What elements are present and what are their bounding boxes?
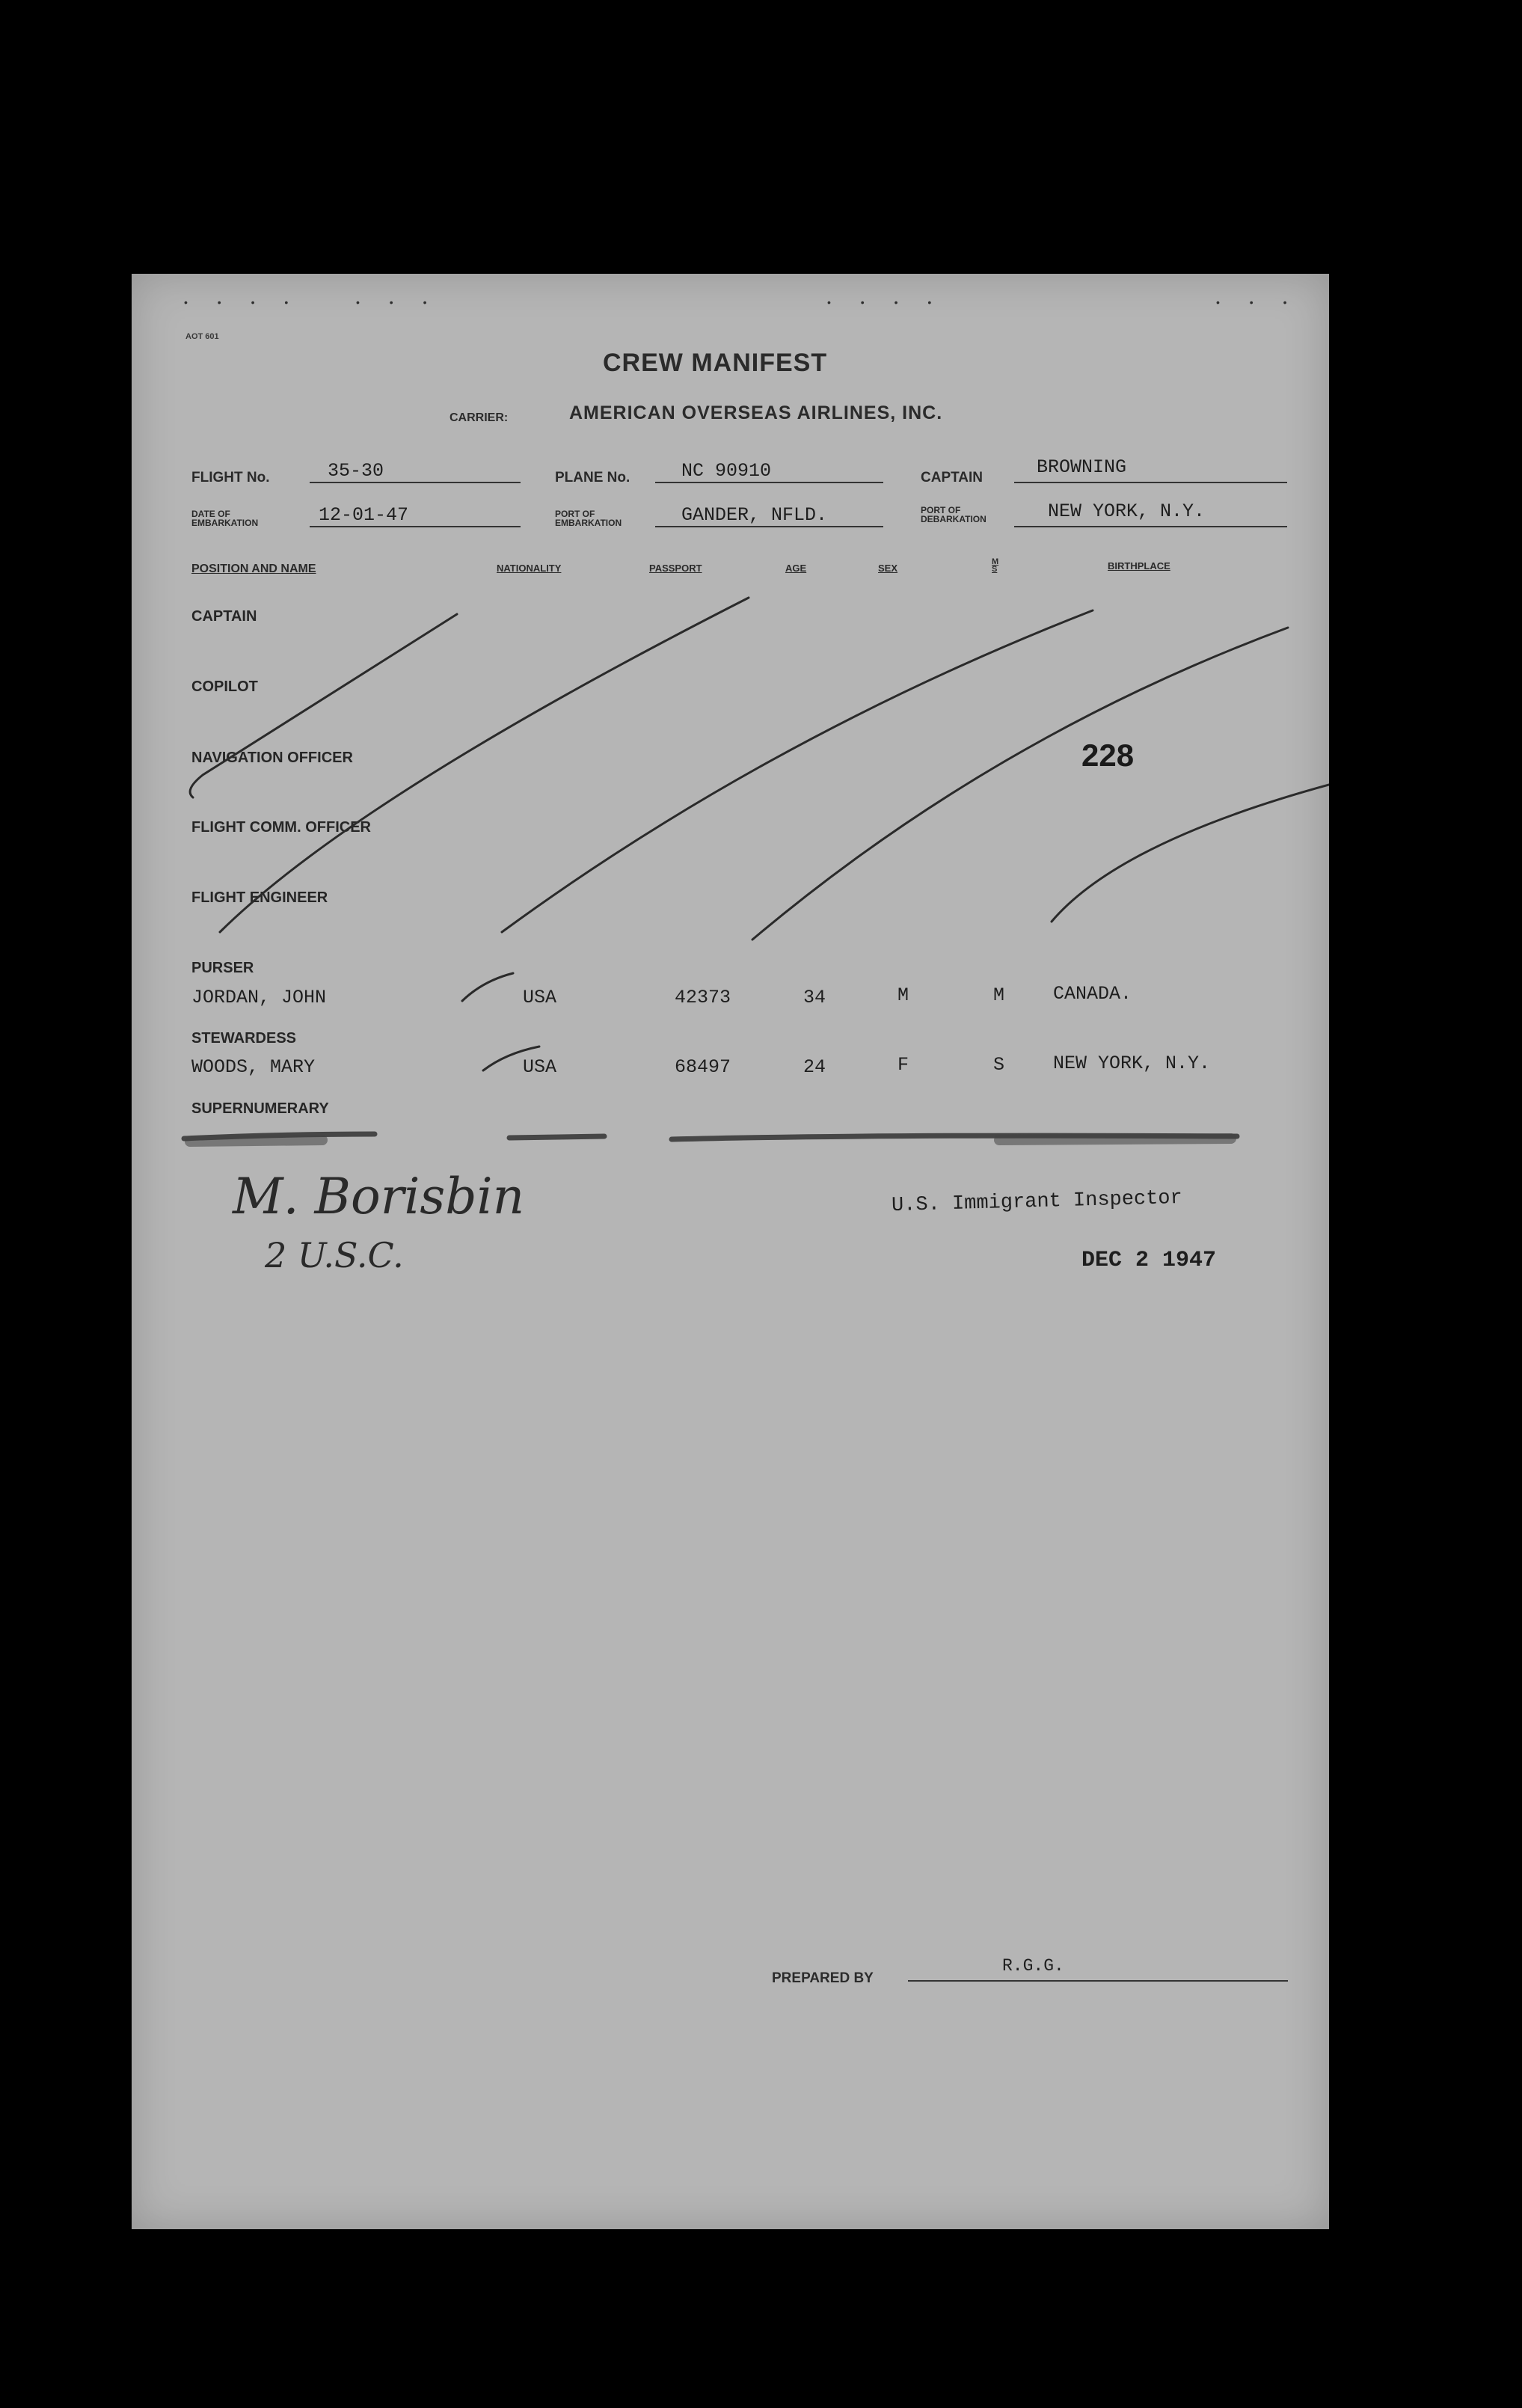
flight-no-label: FLIGHT No. (191, 470, 270, 485)
embark-date-value: 12-01-47 (319, 504, 409, 526)
inspection-date: DEC 2 1947 (1081, 1248, 1217, 1273)
binder-dots-mid: • • • (356, 296, 441, 308)
crew-name: JORDAN, JOHN (191, 987, 327, 1008)
position-purser: PURSER (191, 960, 254, 976)
port-embark-label: PORT OF EMBARKATION (555, 509, 622, 528)
col-position-name: POSITION AND NAME (191, 563, 316, 575)
strike-through (509, 1136, 604, 1138)
position-engineer: FLIGHT ENGINEER (191, 889, 328, 906)
crew-birthplace: CANADA. (1053, 983, 1132, 1005)
handwritten-signature: M. Borisbin (233, 1168, 525, 1225)
document-title: CREW MANIFEST (603, 349, 828, 377)
crew-passport: 42373 (675, 987, 731, 1008)
col-birthplace: BIRTHPLACE (1108, 560, 1170, 572)
crew-marital: M (993, 984, 1005, 1006)
form-number: AOT 601 (185, 332, 219, 341)
col-nationality: NATIONALITY (497, 563, 562, 574)
carrier-label: CARRIER: (449, 411, 509, 424)
carrier-name: AMERICAN OVERSEAS AIRLINES, INC. (569, 402, 943, 423)
col-passport: PASSPORT (649, 563, 702, 574)
strike-scribble (190, 1140, 322, 1142)
plane-no-value: NC 90910 (681, 460, 772, 482)
crew-nationality: USA (523, 1056, 557, 1078)
crew-age: 24 (803, 1056, 826, 1078)
prepared-by-label: PREPARED BY (772, 1970, 874, 1986)
handwritten-note: 2 U.S.C. (265, 1235, 404, 1275)
binder-dots-left: • • • • (184, 296, 302, 308)
plane-no-label: PLANE No. (555, 470, 630, 485)
cancel-stroke (220, 598, 749, 932)
crew-nationality: USA (523, 987, 557, 1008)
captain-value: BROWNING (1037, 456, 1127, 478)
cancel-stroke (1052, 785, 1329, 922)
crew-birthplace: NEW YORK, N.Y. (1053, 1053, 1211, 1074)
position-captain: CAPTAIN (191, 608, 257, 625)
cancel-stroke (190, 614, 457, 797)
crew-age: 34 (803, 987, 826, 1008)
binder-dots-right: • • • • (827, 296, 945, 308)
stamp-number: 228 (1081, 738, 1135, 773)
crew-name: WOODS, MARY (191, 1056, 316, 1078)
cancel-stroke (502, 610, 1093, 932)
position-supernumerary: SUPERNUMERARY (191, 1100, 329, 1117)
flight-no-value: 35-30 (328, 460, 384, 482)
pen-marks (132, 274, 1329, 2229)
col-age: AGE (785, 563, 807, 574)
captain-label: CAPTAIN (921, 470, 984, 485)
embark-date-label: DATE OF EMBARKATION (191, 509, 259, 528)
strike-scribble (999, 1139, 1231, 1140)
position-stewardess: STEWARDESS (191, 1030, 297, 1047)
crew-sex: F (897, 1054, 909, 1076)
position-copilot: COPILOT (191, 678, 258, 695)
binder-dots-far-right: • • • (1216, 296, 1301, 308)
check-tick (483, 1047, 539, 1070)
inspector-title: U.S. Immigrant Inspector (891, 1186, 1183, 1218)
manifest-sheet (132, 274, 1329, 2229)
crew-passport: 68497 (675, 1056, 731, 1078)
position-comm: FLIGHT COMM. OFFICER (191, 819, 371, 836)
position-navigation: NAVIGATION OFFICER (191, 750, 353, 766)
crew-sex: M (897, 984, 909, 1006)
port-debark-label: PORT OF DEBARKATION (921, 505, 986, 524)
port-debark-value: NEW YORK, N.Y. (1048, 500, 1206, 522)
col-sex: SEX (878, 563, 898, 574)
check-tick (462, 973, 513, 1001)
col-marital: M S (992, 557, 999, 574)
cancel-stroke (752, 628, 1288, 940)
crew-marital: S (993, 1054, 1005, 1076)
prepared-by-value: R.G.G. (1002, 1956, 1064, 1976)
port-embark-value: GANDER, NFLD. (681, 504, 828, 526)
